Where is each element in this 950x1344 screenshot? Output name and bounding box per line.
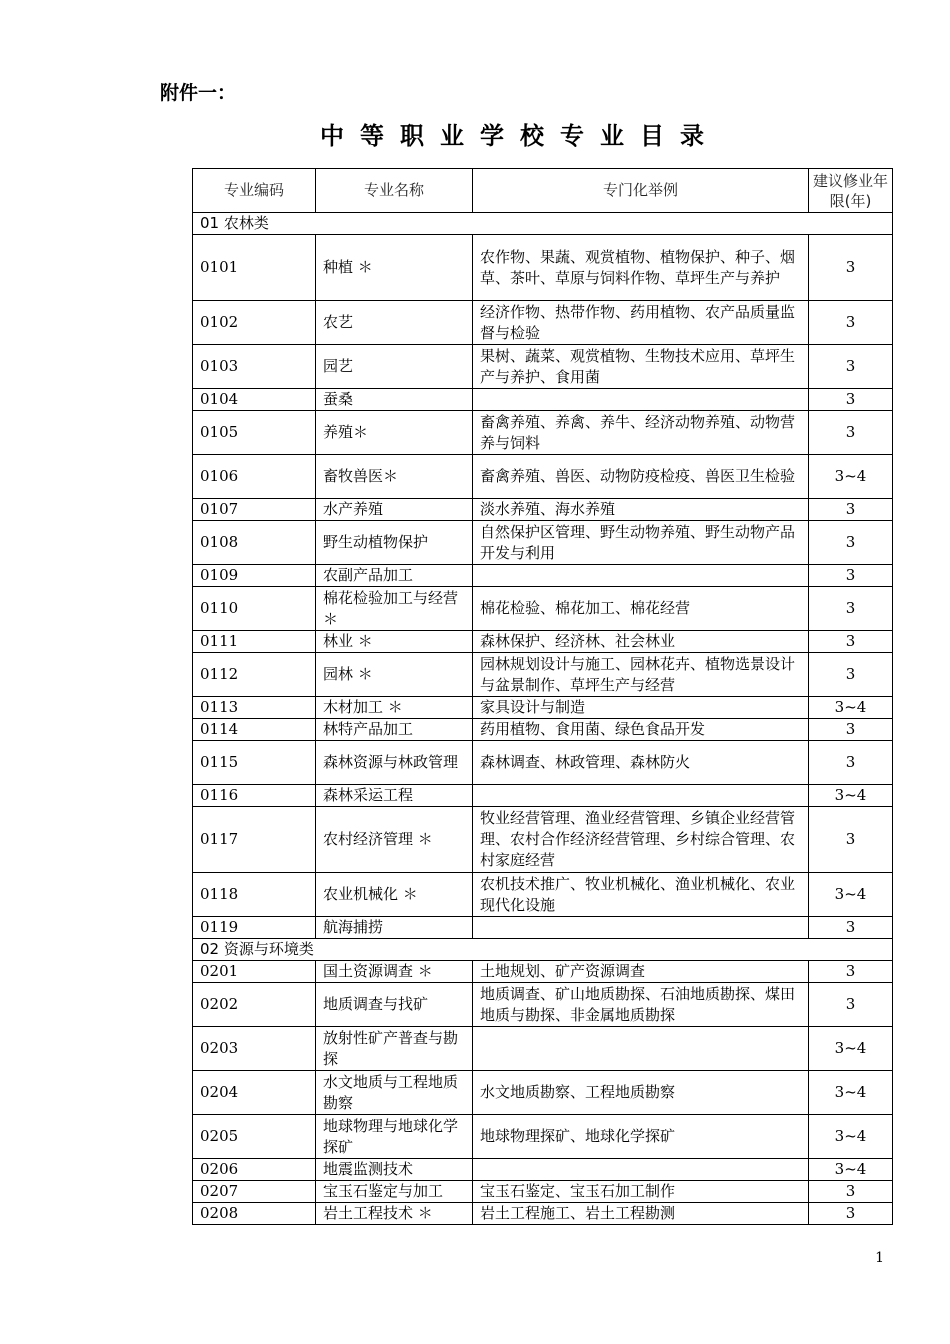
study-years: 3~4: [809, 1159, 893, 1181]
study-years: 3: [809, 719, 893, 741]
category-label: 01 农林类: [193, 213, 893, 235]
specialization-examples: 畜禽养殖、养禽、养牛、经济动物养殖、动物营养与饲料: [473, 411, 809, 455]
header-examples: 专门化举例: [473, 169, 809, 213]
major-code: 0115: [193, 741, 316, 785]
specialization-examples: 土地规划、矿产资源调查: [473, 961, 809, 983]
major-code: 0114: [193, 719, 316, 741]
page-number: 1: [875, 1250, 884, 1266]
category-row: [193, 939, 893, 961]
major-catalog-table: [192, 168, 893, 1225]
study-years: 3: [809, 741, 893, 785]
table-row: [193, 917, 893, 939]
specialization-examples: 园林规划设计与施工、园林花卉、植物选景设计与盆景制作、草坪生产与经营: [473, 653, 809, 697]
study-years: 3: [809, 961, 893, 983]
table-row: [193, 653, 893, 697]
specialization-examples: 水文地质勘察、工程地质勘察: [473, 1071, 809, 1115]
major-code: 0109: [193, 565, 316, 587]
major-code: 0107: [193, 499, 316, 521]
study-years: 3: [809, 411, 893, 455]
table-row: [193, 983, 893, 1027]
major-code: 0112: [193, 653, 316, 697]
table-row: [193, 697, 893, 719]
table-row: [193, 1203, 893, 1225]
major-name: 森林采运工程: [316, 785, 473, 807]
specialization-examples: 药用植物、食用菌、绿色食品开发: [473, 719, 809, 741]
table-row: [193, 235, 893, 301]
major-name: 放射性矿产普查与勘探: [316, 1027, 473, 1071]
specialization-examples: 经济作物、热带作物、药用植物、农产品质量监督与检验: [473, 301, 809, 345]
major-name: 农艺: [316, 301, 473, 345]
table-row: [193, 301, 893, 345]
study-years: 3: [809, 389, 893, 411]
study-years: 3: [809, 1203, 893, 1225]
study-years: 3: [809, 631, 893, 653]
table-row: [193, 719, 893, 741]
major-name: 木材加工 ＊: [316, 697, 473, 719]
major-name: 宝玉石鉴定与加工: [316, 1181, 473, 1203]
major-code: 0118: [193, 873, 316, 917]
major-code: 0116: [193, 785, 316, 807]
table-row: [193, 1181, 893, 1203]
specialization-examples: [473, 389, 809, 411]
major-code: 0108: [193, 521, 316, 565]
study-years: 3: [809, 565, 893, 587]
major-name: 园艺: [316, 345, 473, 389]
major-name: 畜牧兽医＊: [316, 455, 473, 499]
table-row: [193, 807, 893, 873]
study-years: 3: [809, 345, 893, 389]
major-code: 0205: [193, 1115, 316, 1159]
table-row: [193, 631, 893, 653]
study-years: 3~4: [809, 455, 893, 499]
major-code: 0206: [193, 1159, 316, 1181]
table-row: [193, 345, 893, 389]
study-years: 3~4: [809, 1115, 893, 1159]
major-name: 蚕桑: [316, 389, 473, 411]
study-years: 3: [809, 653, 893, 697]
attachment-label: 附件一：: [160, 82, 237, 104]
specialization-examples: 淡水养殖、海水养殖: [473, 499, 809, 521]
table-row: [193, 587, 893, 631]
header-name: 专业名称: [316, 169, 473, 213]
category-label: 02 资源与环境类: [193, 939, 893, 961]
table-row: [193, 565, 893, 587]
major-code: 0101: [193, 235, 316, 301]
major-code: 0103: [193, 345, 316, 389]
table-row: [193, 785, 893, 807]
major-code: 0201: [193, 961, 316, 983]
specialization-examples: 果树、蔬菜、观赏植物、生物技术应用、草坪生产与养护、食用菌: [473, 345, 809, 389]
table-row: [193, 741, 893, 785]
major-code: 0202: [193, 983, 316, 1027]
major-name: 水文地质与工程地质勘察: [316, 1071, 473, 1115]
study-years: 3: [809, 983, 893, 1027]
specialization-examples: [473, 1159, 809, 1181]
table-row: [193, 389, 893, 411]
table-row: [193, 411, 893, 455]
table-row: [193, 873, 893, 917]
study-years: 3: [809, 301, 893, 345]
table-row: [193, 455, 893, 499]
major-name: 地质调查与找矿: [316, 983, 473, 1027]
major-name: 棉花检验加工与经营 ＊: [316, 587, 473, 631]
major-name: 水产养殖: [316, 499, 473, 521]
major-name: 农业机械化 ＊: [316, 873, 473, 917]
study-years: 3: [809, 587, 893, 631]
major-code: 0111: [193, 631, 316, 653]
specialization-examples: [473, 785, 809, 807]
specialization-examples: 牧业经营管理、渔业经营管理、乡镇企业经营管理、农村合作经济经营管理、乡村综合管理、农村家庭经营: [473, 807, 809, 873]
major-code: 0104: [193, 389, 316, 411]
major-code: 0204: [193, 1071, 316, 1115]
major-name: 农副产品加工: [316, 565, 473, 587]
study-years: 3: [809, 235, 893, 301]
major-name: 航海捕捞: [316, 917, 473, 939]
specialization-examples: 农作物、果蔬、观赏植物、植物保护、种子、烟草、茶叶、草原与饲料作物、草坪生产与养护: [473, 235, 809, 301]
study-years: 3~4: [809, 873, 893, 917]
study-years: 3: [809, 499, 893, 521]
major-name: 国土资源调查 ＊: [316, 961, 473, 983]
major-code: 0113: [193, 697, 316, 719]
specialization-examples: [473, 917, 809, 939]
major-name: 地球物理与地球化学探矿: [316, 1115, 473, 1159]
specialization-examples: [473, 565, 809, 587]
major-name: 岩土工程技术 ＊: [316, 1203, 473, 1225]
specialization-examples: 森林保护、经济林、社会林业: [473, 631, 809, 653]
study-years: 3: [809, 807, 893, 873]
major-code: 0203: [193, 1027, 316, 1071]
major-name: 林特产品加工: [316, 719, 473, 741]
major-code: 0105: [193, 411, 316, 455]
major-code: 0117: [193, 807, 316, 873]
table-row: [193, 1071, 893, 1115]
specialization-examples: 家具设计与制造: [473, 697, 809, 719]
major-code: 0119: [193, 917, 316, 939]
major-name: 地震监测技术: [316, 1159, 473, 1181]
study-years: 3: [809, 1181, 893, 1203]
specialization-examples: 棉花检验、棉花加工、棉花经营: [473, 587, 809, 631]
table-row: [193, 961, 893, 983]
study-years: 3: [809, 521, 893, 565]
major-name: 林业 ＊: [316, 631, 473, 653]
specialization-examples: 畜禽养殖、兽医、动物防疫检疫、兽医卫生检验: [473, 455, 809, 499]
study-years: 3~4: [809, 1071, 893, 1115]
table-row: [193, 1159, 893, 1181]
study-years: 3: [809, 917, 893, 939]
study-years: 3~4: [809, 785, 893, 807]
specialization-examples: 自然保护区管理、野生动物养殖、野生动物产品开发与利用: [473, 521, 809, 565]
major-name: 种植 ＊: [316, 235, 473, 301]
specialization-examples: 农机技术推广、牧业机械化、渔业机械化、农业现代化设施: [473, 873, 809, 917]
header-code: 专业编码: [193, 169, 316, 213]
major-name: 森林资源与林政管理: [316, 741, 473, 785]
major-code: 0102: [193, 301, 316, 345]
table-row: [193, 521, 893, 565]
major-name: 农村经济管理 ＊: [316, 807, 473, 873]
major-code: 0207: [193, 1181, 316, 1203]
specialization-examples: 地球物理探矿、地球化学探矿: [473, 1115, 809, 1159]
specialization-examples: 岩土工程施工、岩土工程勘测: [473, 1203, 809, 1225]
specialization-examples: 地质调查、矿山地质勘探、石油地质勘探、煤田地质与勘探、非金属地质勘探: [473, 983, 809, 1027]
major-code: 0208: [193, 1203, 316, 1225]
table-row: [193, 1027, 893, 1071]
specialization-examples: 森林调查、林政管理、森林防火: [473, 741, 809, 785]
study-years: 3~4: [809, 1027, 893, 1071]
page-title: 中等职业学校专业目录: [320, 122, 720, 150]
category-row: [193, 213, 893, 235]
header-years: 建议修业年限(年): [809, 169, 893, 213]
table-row: [193, 499, 893, 521]
specialization-examples: [473, 1027, 809, 1071]
major-code: 0110: [193, 587, 316, 631]
table-header-row: [193, 169, 893, 213]
specialization-examples: 宝玉石鉴定、宝玉石加工制作: [473, 1181, 809, 1203]
major-code: 0106: [193, 455, 316, 499]
major-name: 园林 ＊: [316, 653, 473, 697]
table-row: [193, 1115, 893, 1159]
major-name: 野生动植物保护: [316, 521, 473, 565]
study-years: 3~4: [809, 697, 893, 719]
major-name: 养殖＊: [316, 411, 473, 455]
